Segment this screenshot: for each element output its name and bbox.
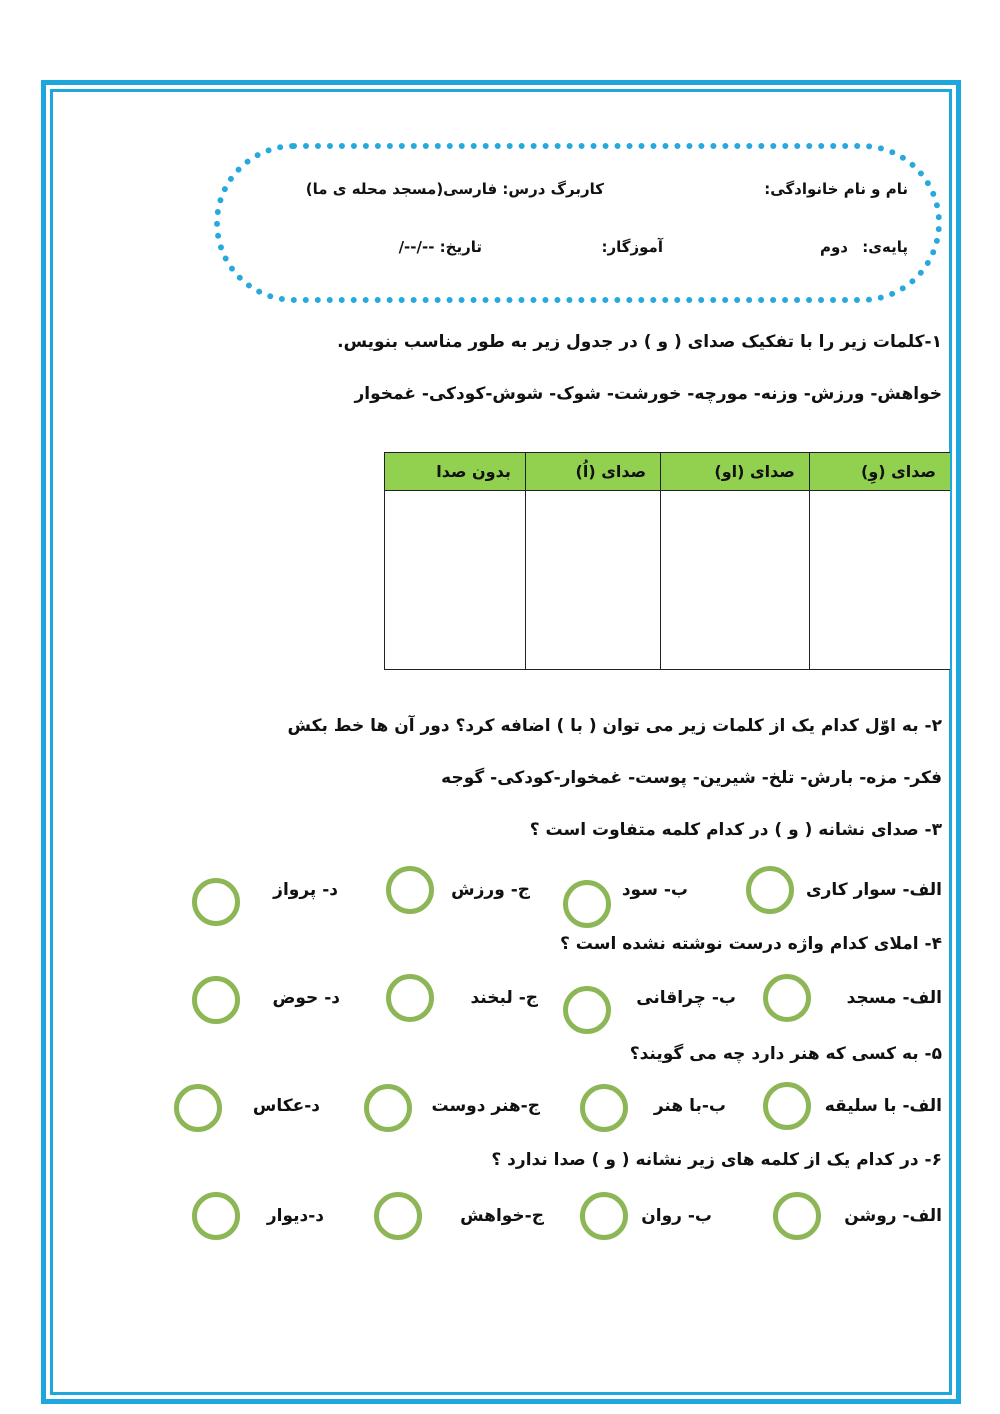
name-label: نام و نام خانوادگی: — [764, 180, 908, 198]
q5-option-b-circle[interactable] — [580, 1084, 628, 1132]
table-header-ve: صدای (وِ) — [809, 453, 950, 491]
q5-option-b: ب-با هنر — [653, 1096, 726, 1116]
question-1-text: ۱-کلمات زیر را با تفکیک صدای ( و ) در جدول زیر به طور مناسب بنویس. — [337, 332, 942, 352]
q4-option-d-circle[interactable] — [192, 976, 240, 1024]
worksheet-title: کاربرگ درس: فارسی(مسجد محله ی ما) — [305, 180, 604, 198]
teacher-label[interactable]: آموزگار: — [601, 238, 663, 256]
q5-option-d-circle[interactable] — [174, 1084, 222, 1132]
q6-option-b: ب- روان — [641, 1206, 712, 1226]
q6-option-d: د-دیوار — [266, 1206, 324, 1226]
q4-option-c: ج- لبخند — [470, 988, 538, 1008]
question-5-text: ۵- به کسی که هنر دارد چه می گویند؟ — [629, 1044, 942, 1064]
q4-option-c-circle[interactable] — [386, 974, 434, 1022]
date-label[interactable]: تاریخ: --/--/ — [398, 238, 482, 256]
q5-option-d: د-عکاس — [252, 1096, 320, 1116]
q3-option-c-circle[interactable] — [386, 866, 434, 914]
answer-cell-ve[interactable] — [809, 491, 950, 670]
q4-option-b-circle[interactable] — [563, 986, 611, 1034]
q3-option-c: ج- ورزش — [451, 880, 530, 900]
q3-option-b-circle[interactable] — [563, 880, 611, 928]
question-2-words: فکر- مزه- بارش- تلخ- شیرین- پوست- غمخوار-کودکی- گوجه — [441, 768, 942, 788]
q3-option-d-circle[interactable] — [192, 878, 240, 926]
q6-option-a: الف- روشن — [844, 1206, 942, 1226]
q5-option-c-circle[interactable] — [364, 1084, 412, 1132]
q5-option-a: الف- با سلیقه — [824, 1096, 942, 1116]
q4-option-a: الف- مسجد — [846, 988, 942, 1008]
sound-classification-table — [384, 452, 950, 670]
q6-option-c-circle[interactable] — [374, 1192, 422, 1240]
q3-option-d: د- پرواز — [273, 880, 338, 900]
table-row — [385, 491, 951, 670]
q3-option-a-circle[interactable] — [746, 866, 794, 914]
q3-option-b: ب- سود — [621, 880, 688, 900]
answer-cell-silent[interactable] — [385, 491, 526, 670]
q4-option-a-circle[interactable] — [763, 974, 811, 1022]
answer-cell-oo[interactable] — [661, 491, 810, 670]
table-header-oo: صدای (او) — [661, 453, 810, 491]
q3-option-a: الف- سوار کاری — [806, 880, 942, 900]
grade-value: دوم — [819, 238, 848, 256]
question-3-text: ۳- صدای نشانه ( و ) در کدام کلمه متفاوت است ؟ — [529, 820, 942, 840]
grade-label: پایه‌ی: — [862, 238, 908, 256]
question-1-words: خواهش- ورزش- وزنه- مورچه- خورشت- شوک- شوش-کودکی- غمخوار — [354, 384, 942, 404]
table-header-o: صدای (اُ) — [525, 453, 660, 491]
question-6-text: ۶- در کدام یک از کلمه های زیر نشانه ( و ) صدا ندارد ؟ — [491, 1150, 942, 1170]
q6-option-a-circle[interactable] — [773, 1192, 821, 1240]
q5-option-c: ج-هنر دوست — [431, 1096, 540, 1116]
q6-option-d-circle[interactable] — [192, 1192, 240, 1240]
table-header-silent: بدون صدا — [385, 453, 526, 491]
q4-option-b: ب- چراقانی — [636, 988, 736, 1008]
answer-cell-o[interactable] — [525, 491, 660, 670]
q6-option-b-circle[interactable] — [580, 1192, 628, 1240]
q5-option-a-circle[interactable] — [763, 1082, 811, 1130]
q6-option-c: ج-خواهش — [460, 1206, 544, 1226]
question-4-text: ۴- املای کدام واژه درست نوشته نشده است ؟ — [559, 934, 942, 954]
q4-option-d: د- حوض — [272, 988, 340, 1008]
question-2-text: ۲- به اوّل کدام یک از کلمات زیر می توان ( با ) اضافه کرد؟ دور آن ها خط بکش — [287, 716, 942, 736]
header-box — [214, 143, 942, 303]
